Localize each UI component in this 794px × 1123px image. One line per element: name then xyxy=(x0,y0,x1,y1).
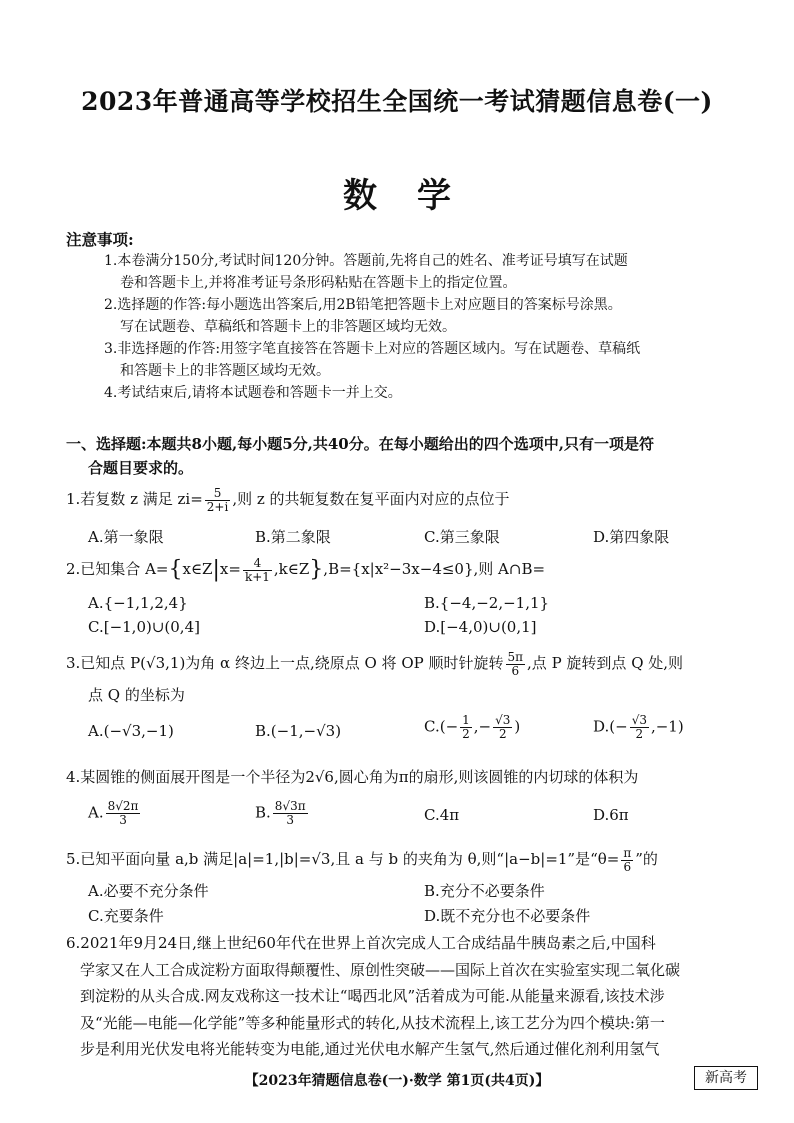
question-3-line2 xyxy=(66,682,766,708)
option-d: D.[−4,0)∪(0,1] xyxy=(424,618,537,636)
option-c xyxy=(424,714,520,741)
q2-post: ,B={x|x²−3x−4≤0},则 A∩B= xyxy=(323,560,546,578)
q2-pre: 2.已知集合 A= xyxy=(66,560,169,578)
q2-fraction xyxy=(243,557,272,584)
section-heading xyxy=(66,432,766,480)
notice-line: 4.考试结束后,请将本试题卷和答题卡一并上交。 xyxy=(104,385,402,401)
notice-line: 卷和答题卡上,并将准考证号条形码粘贴在答题卡上的指定位置。 xyxy=(120,275,517,291)
notice-list xyxy=(104,250,764,404)
opt-a-frac xyxy=(106,800,141,827)
frac-num: 8√2π xyxy=(107,799,139,813)
frac-num: 8√3π xyxy=(274,799,306,813)
q4-text: 4.某圆锥的侧面展开图是一个半径为2√6,圆心角为π的扇形,则该圆锥的内切球的体积为 xyxy=(66,768,639,786)
frac-den: k+1 xyxy=(244,569,270,584)
notice-heading: 注意事项: xyxy=(66,230,134,249)
opt-c-pre: C.(− xyxy=(424,717,459,736)
option-d: D.6π xyxy=(593,806,629,824)
notice-line: 写在试题卷、草稿纸和答题卡上的非答题区域均无效。 xyxy=(120,319,456,335)
q6-line: 到淀粉的从头合成.网友戏称这一技术让“喝西北风”活着成为可能.从能量来源看,该技术涉 xyxy=(80,987,665,1005)
frac-den: 6 xyxy=(511,663,520,678)
frac-den: 3 xyxy=(119,813,127,827)
opt-c-frac2 xyxy=(493,714,512,741)
option-b: B.{−4,−2,−1,1} xyxy=(424,594,550,612)
q1-pre: 1.若复数 z 满足 zi= xyxy=(66,490,203,508)
q2-set-x: x= xyxy=(219,560,241,578)
option-b: B.充分不必要条件 xyxy=(424,882,545,900)
q6-line: 及“光能—电能—化学能”等多种能量形式的转化,从技术流程上,该工艺分为四个模块:第一 xyxy=(80,1013,665,1032)
option-a: A.第一象限 xyxy=(88,528,164,546)
option-b: B.第二象限 xyxy=(255,528,331,546)
option-a xyxy=(88,800,142,827)
frac-den: 3 xyxy=(286,813,295,827)
option-c: C.4π xyxy=(424,806,460,824)
q5-fraction xyxy=(621,847,633,874)
frac-den: 2+i xyxy=(206,499,229,514)
q5-pre: 5.已知平面向量 a,b 满足|a|=1,|b|=√3,且 a 与 b 的夹角为 θ,则“|a−b|=1”是“θ= xyxy=(66,850,620,868)
question-4 xyxy=(66,764,766,790)
option-d: D.既不充分也不必要条件 xyxy=(424,907,591,925)
q5-post: ”的 xyxy=(635,850,658,868)
frac-num: 5 xyxy=(205,487,231,501)
q2-set-right: ,k∈Z xyxy=(273,560,310,578)
frac-num: 1 xyxy=(462,713,470,727)
frac-num: 5π xyxy=(507,649,524,664)
question-5 xyxy=(66,846,766,874)
option-a: A.必要不充分条件 xyxy=(88,882,209,900)
section-line: 合题目要求的。 xyxy=(88,459,194,477)
section-line: 一、选择题:本题共8小题,每小题5分,共40分。在每小题给出的四个选项中,只有一项是符 xyxy=(66,435,654,453)
option-b: B.(−1,−√3) xyxy=(255,722,342,740)
q3-line1-pre: 3.已知点 P(√3,1)为角 α 终边上一点,绕原点 O 将 OP 顺时针旋转 xyxy=(66,654,504,672)
opt-a-label: A. xyxy=(88,803,104,822)
opt-c-frac1 xyxy=(460,714,472,741)
q3-line2: 点 Q 的坐标为 xyxy=(88,686,185,704)
question-6 xyxy=(66,930,768,1063)
q6-line: 6.2021年9月24日,继上世纪60年代在世界上首次完成人工合成结晶牛胰岛素之后,中国科 xyxy=(66,934,656,952)
frac-num: 4 xyxy=(243,557,272,571)
frac-den: 2 xyxy=(462,727,470,741)
notice-line: 和答题卡上的非答题区域均无效。 xyxy=(120,363,330,379)
frac-den: 2 xyxy=(498,727,507,741)
q1-fraction xyxy=(205,487,231,514)
opt-c-post: ) xyxy=(514,717,521,736)
opt-b-frac xyxy=(273,800,308,827)
option-d xyxy=(593,714,684,741)
opt-d-post: ,−1) xyxy=(650,717,684,736)
q1-post: ,则 z 的共轭复数在复平面内对应的点位于 xyxy=(232,490,510,508)
frac-den: 6 xyxy=(623,859,632,874)
q2-set-left: x∈Z xyxy=(182,560,213,578)
opt-d-frac xyxy=(630,714,649,741)
exam-title: 2023年普通高等学校招生全国统一考试猜题信息卷(一) xyxy=(81,87,713,116)
q3-line1-post: ,点 P 旋转到点 Q 处,则 xyxy=(527,654,684,672)
option-a: A.{−1,1,2,4} xyxy=(88,594,188,612)
frac-den: 2 xyxy=(635,727,644,741)
q6-line: 学家又在人工合成淀粉方面取得颠覆性、原创性突破——国际上首次在实验室实现二氧化碳 xyxy=(80,960,681,979)
option-c: C.[−1,0)∪(0,4] xyxy=(88,618,200,636)
frac-num: π xyxy=(623,845,632,860)
page-footer: 【2023年猜题信息卷(一)·数学 第1页(共4页)】 xyxy=(244,1073,550,1089)
frac-num: √3 xyxy=(631,713,647,727)
exam-type-badge: 新高考 xyxy=(694,1066,758,1090)
option-b xyxy=(255,800,310,827)
notice-line: 1.本卷满分150分,考试时间120分钟。答题前,先将自己的姓名、准考证号填写在试题 xyxy=(104,253,628,269)
opt-d-pre: D.(− xyxy=(593,717,628,736)
opt-c-mid: ,− xyxy=(473,717,492,736)
option-a: A.(−√3,−1) xyxy=(88,722,174,740)
option-c: C.充要条件 xyxy=(88,907,164,925)
opt-b-label: B. xyxy=(255,803,271,822)
question-1 xyxy=(66,486,766,514)
option-d: D.第四象限 xyxy=(593,528,670,546)
option-c: C.第三象限 xyxy=(424,528,500,546)
frac-num: √3 xyxy=(495,713,511,727)
subject-title: 数学 xyxy=(343,176,491,216)
q6-line: 步是利用光伏发电将光能转变为电能,通过光伏电水解产生氢气,然后通过催化剂利用氢气 xyxy=(80,1040,660,1058)
q3-fraction xyxy=(506,651,526,678)
notice-line: 3.非选择题的作答:用签字笔直接答在答题卡上对应的答题区域内。写在试题卷、草稿纸 xyxy=(104,341,641,357)
question-3 xyxy=(66,650,766,678)
question-2: 2.已知集合 A={x∈Z|x= $\frac{4}{k+1}$ ,k∈Z},B={x|x²−3x−4≤0},则 A∩B= xyxy=(66,555,546,584)
notice-line: 2.选择题的作答:每小题选出答案后,用2B铅笔把答题卡上对应题目的答案标号涂黑。 xyxy=(104,297,622,313)
